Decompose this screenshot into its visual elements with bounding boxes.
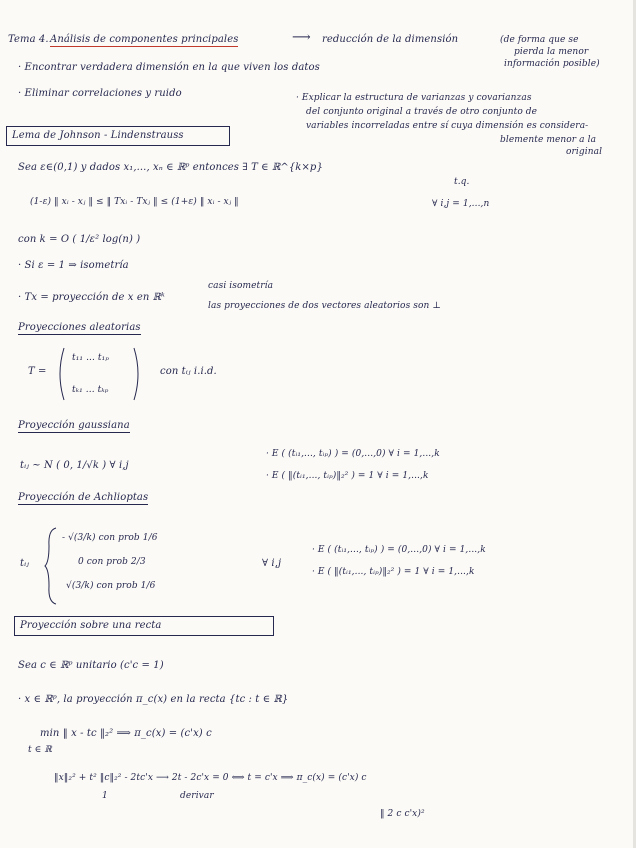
achlioptas-expectation-1: · E ( (tᵢ₁,..., tᵢₚ) ) = (0,...,0) ∀ i = 1,...,k [312, 545, 486, 555]
goal-bullet-3d: blemente menor a la [500, 135, 597, 145]
goal-bullet-3e: original [566, 147, 603, 157]
side-note-1: (de forma que se [500, 35, 579, 45]
k-order: con k = O ( 1/ε² log(n) ) [18, 234, 141, 245]
matrix-row-1: t₁₁ ... t₁ₚ [72, 353, 110, 363]
achlioptas-t: tᵢⱼ [20, 558, 29, 569]
achlioptas-forall: ∀ i,j [262, 558, 282, 569]
achlioptas-case-3: √(3/k) con prob 1/6 [66, 581, 156, 591]
derivation: ‖x‖₂² + t² ‖c‖₂² - 2tc'x ⟶ 2t - 2c'x = 0 ⟺ t = c'x ⟹ π_c(x) = (c'x) c [54, 773, 367, 783]
matrix-row-k: tₖ₁ ... tₖₚ [72, 385, 109, 395]
derivar-note: derivar [180, 791, 214, 801]
side-note-2: pierda la menor [514, 47, 589, 57]
achlioptas-expectation-2: · E ( ‖(tᵢ₁,..., tᵢₚ)‖₂² ) = 1 ∀ i = 1,...,k [312, 567, 475, 577]
arrow-right-icon: ⟶ [292, 30, 311, 45]
almost-isometry: casi isometría [208, 281, 274, 291]
matrix-iid-note: con tᵢⱼ i.i.d. [160, 366, 217, 377]
heading-achlioptas: Proyección de Achlioptas [18, 492, 149, 503]
heading-gaussian-projection: Proyección gaussiana [18, 420, 130, 431]
lemma-tq: t.q. [454, 177, 470, 187]
projection-note: · Tx = proyección de x en ℝᵏ [18, 292, 165, 303]
gaussian-expectation-1: · E ( (tᵢ₁,..., tᵢₚ) ) = (0,...,0) ∀ i = 1,...,k [266, 449, 440, 459]
side-note-3: información posible) [504, 59, 600, 69]
unit-vector-def: Sea c ∈ ℝᵖ unitario (c'c = 1) [18, 660, 164, 671]
matrix-label: T = [28, 366, 47, 377]
min-subscript: t ∈ ℝ [28, 745, 52, 755]
heading-random-projections: Proyecciones aleatorias [18, 322, 141, 333]
goal-bullet-3c: variables incorreladas entre sí cuya dimensión es considera- [306, 121, 589, 131]
achlioptas-case-2: 0 con prob 2/3 [78, 557, 146, 567]
topic-summary: reducción de la dimensión [322, 34, 459, 45]
perp-projections: las proyecciones de dos vectores aleatorios son ⊥ [208, 301, 441, 311]
lemma-forall: ∀ i,j = 1,...,n [432, 199, 490, 209]
lemma-title: Lema de Johnson - Lindenstrauss [12, 130, 184, 141]
gaussian-expectation-2: · E ( ‖(tᵢ₁,..., tᵢₚ)‖₂² ) = 1 ∀ i = 1,...,k [266, 471, 429, 481]
achlioptas-brace [44, 526, 58, 606]
achlioptas-case-1: - √(3/k) con prob 1/6 [62, 533, 158, 543]
goal-bullet-3a: · Explicar la estructura de varianzas y covarianzas [296, 93, 532, 103]
lemma-inequality: (1-ε) ‖ xᵢ - xⱼ ‖ ≤ ‖ Txᵢ - Txⱼ ‖ ≤ (1+ε) ‖ xᵢ - xⱼ ‖ [30, 197, 239, 207]
min-problem: min ‖ x - tc ‖₂² ⟹ π_c(x) = (c'x) c [40, 728, 212, 739]
topic-title: Análisis de componentes principales [50, 34, 239, 45]
goal-bullet-2: · Eliminar correlaciones y ruido [18, 88, 182, 99]
goal-bullet-1: · Encontrar verdadera dimensión en la que viven los datos [18, 62, 320, 73]
projection-def: · x ∈ ℝᵖ, la proyección π_c(x) en la recta {tc : t ∈ ℝ} [18, 694, 289, 705]
heading-line-projection: Proyección sobre una recta [20, 620, 162, 631]
topic-number: Tema 4. [8, 34, 49, 45]
bottom-fragment: ‖ 2 c c'x)² [380, 809, 425, 819]
goal-bullet-3b: del conjunto original a través de otro conjunto de [306, 107, 538, 117]
isometry-note: · Si ε = 1 ⇒ isometría [18, 260, 129, 271]
gaussian-definition: tᵢⱼ ~ N ( 0, 1/√k ) ∀ i,j [20, 460, 129, 471]
lemma-statement: Sea ε∈(0,1) y dados x₁,..., xₙ ∈ ℝᵖ entonces ∃ T ∈ ℝ^{k×p} [18, 162, 323, 173]
norm-equals-one: 1 [102, 791, 108, 801]
